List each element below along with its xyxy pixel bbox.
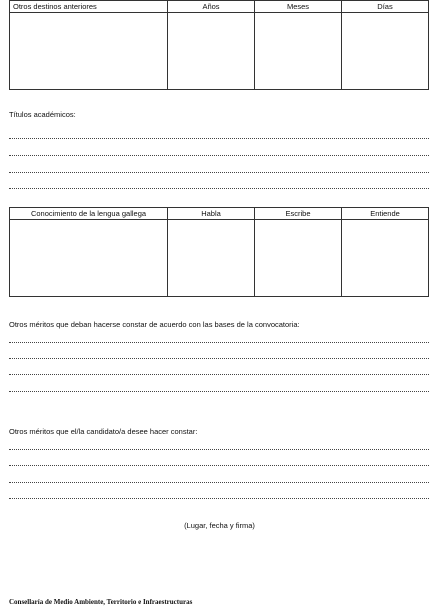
- writes-cell[interactable]: [255, 220, 342, 297]
- understands-cell[interactable]: [342, 220, 429, 297]
- galician-language-table: [9, 207, 429, 297]
- academic-titles-line[interactable]: [9, 155, 429, 156]
- column-header-years: Años: [168, 1, 255, 13]
- footer-ministry: Consellaría de Medio Ambiente, Territorio e Infraestructuras: [9, 598, 193, 606]
- months-cell[interactable]: [255, 13, 342, 90]
- column-header-speaks: Habla: [168, 208, 255, 220]
- column-header-previous-postings: Otros destinos anteriores: [10, 1, 168, 13]
- academic-titles-line[interactable]: [9, 172, 429, 173]
- previous-postings-cell[interactable]: [10, 13, 168, 90]
- column-header-days: Días: [342, 1, 429, 13]
- days-cell[interactable]: [342, 13, 429, 90]
- candidate-merits-line[interactable]: [9, 465, 429, 466]
- years-cell[interactable]: [168, 13, 255, 90]
- speaks-cell[interactable]: [168, 220, 255, 297]
- column-header-months: Meses: [255, 1, 342, 13]
- merits-per-bases-line[interactable]: [9, 342, 429, 343]
- academic-titles-label: Títulos académicos:: [9, 110, 76, 119]
- previous-postings-table: [9, 0, 429, 90]
- candidate-merits-label: Otros méritos que el/la candidato/a desee hacer constar:: [9, 427, 198, 436]
- academic-titles-line[interactable]: [9, 188, 429, 189]
- column-header-understands: Entiende: [342, 208, 429, 220]
- place-date-signature-hint: (Lugar, fecha y firma): [184, 521, 255, 530]
- column-header-writes: Escribe: [255, 208, 342, 220]
- candidate-merits-line[interactable]: [9, 449, 429, 450]
- candidate-merits-line[interactable]: [9, 498, 429, 499]
- candidate-merits-line[interactable]: [9, 482, 429, 483]
- academic-titles-line[interactable]: [9, 138, 429, 139]
- column-header-galician-knowledge: Conocimiento de la lengua gallega: [10, 208, 168, 220]
- merits-per-bases-line[interactable]: [9, 358, 429, 359]
- merits-per-bases-line[interactable]: [9, 391, 429, 392]
- merits-per-bases-label: Otros méritos que deban hacerse constar de acuerdo con las bases de la convocatoria:: [9, 320, 300, 329]
- merits-per-bases-line[interactable]: [9, 374, 429, 375]
- galician-knowledge-cell[interactable]: [10, 220, 168, 297]
